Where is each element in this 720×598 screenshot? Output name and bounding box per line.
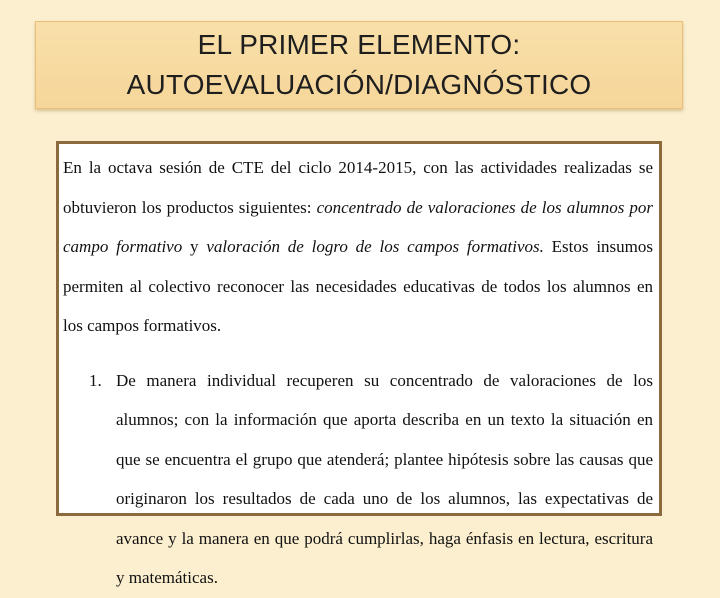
intro-italic-2: valoración de logro de los campos formativos. bbox=[206, 237, 544, 256]
intro-text-3: Estos insumos permiten al colectivo reconocer las necesidades educativas de todos los alumnos en los campos formativos. bbox=[63, 237, 653, 335]
list-item-text: De manera individual recuperen su concentrado de valoraciones de los alumnos; con la información que aporta describa en un texto la situación en que se encuentra el grupo que atenderá; plantee hipótesis sobre las causas que originaron los resultados de cada uno de los alumnos, las expectativas de avance y la manera en que podrá cumplirlas, haga énfasis en lectura, escritura y matemáticas. bbox=[116, 370, 653, 587]
intro-text-2: y bbox=[182, 237, 207, 256]
content-text-box bbox=[56, 141, 662, 587]
slide-title-line-2: AUTOEVALUACIÓN/DIAGNÓSTICO bbox=[126, 69, 592, 100]
list-item-number: 1. bbox=[89, 370, 102, 390]
instruction-list bbox=[63, 361, 653, 598]
slide-title-box bbox=[35, 21, 683, 109]
intro-italic-1: concentrado de valoraciones de los alumnos por campo formativo bbox=[63, 197, 653, 256]
intro-paragraph bbox=[63, 148, 653, 346]
slide-title-line-1: EL PRIMER ELEMENTO: bbox=[197, 29, 521, 60]
list-item bbox=[63, 361, 653, 598]
intro-text-1: En la octava sesión de CTE del ciclo 2014-2015, con las actividades realizadas se obtuvieron los productos siguientes: bbox=[63, 158, 653, 217]
